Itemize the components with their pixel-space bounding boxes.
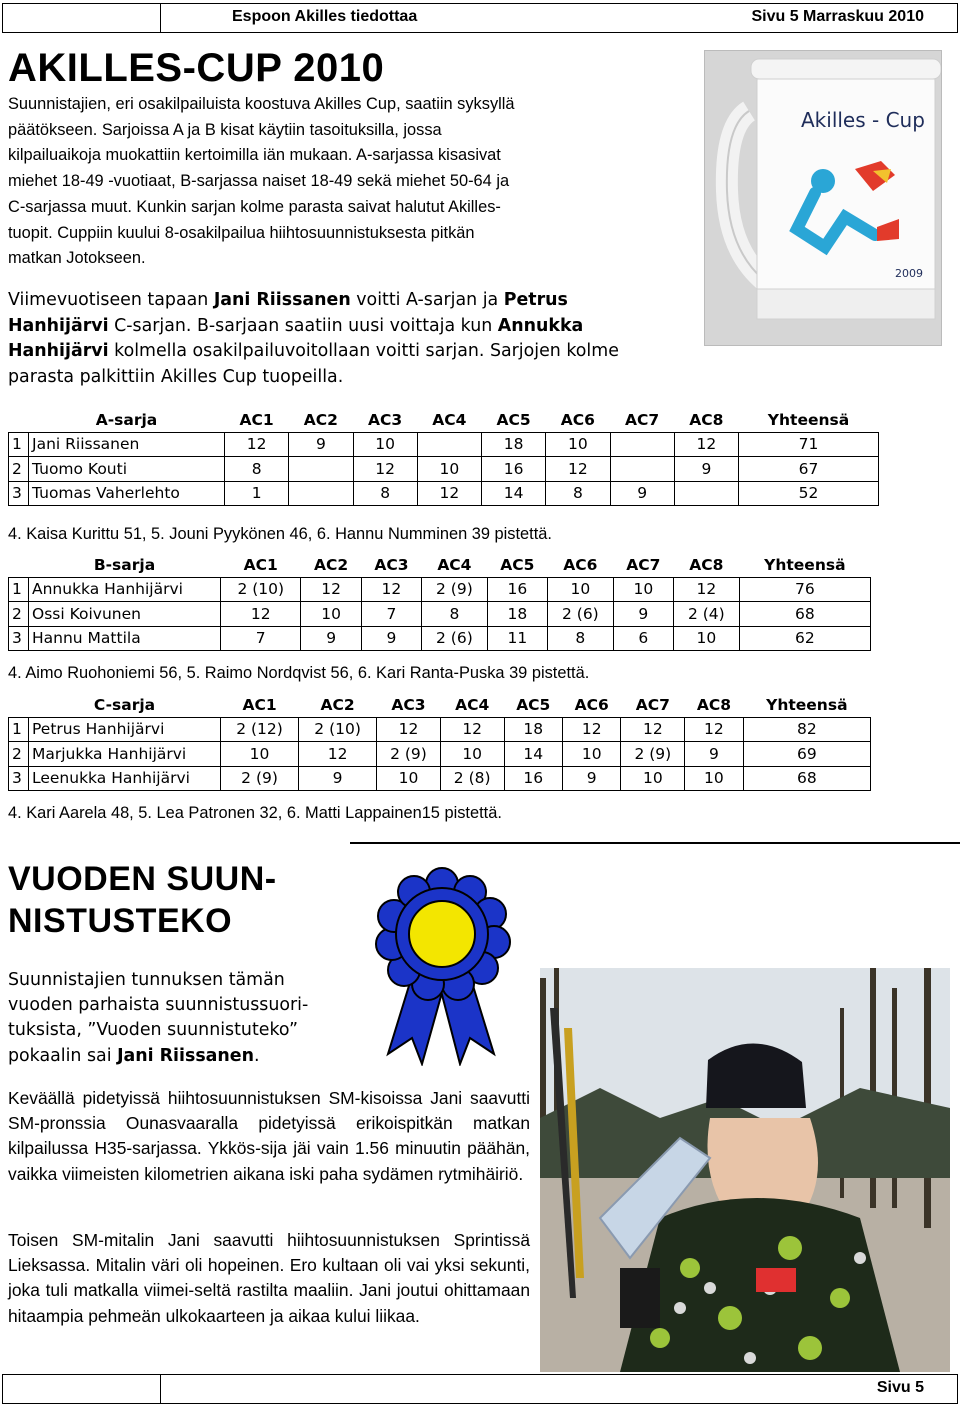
- score: 2 (10): [299, 717, 377, 742]
- score: 10: [440, 742, 504, 767]
- text: Suunnistajien tunnuksen tämän vuoden parhaista suunnistussuori-tuksista, ”Vuoden suunnistuteko” pokaalin sai: [8, 970, 309, 1066]
- section-divider: [350, 842, 960, 844]
- score: 12: [225, 432, 289, 457]
- intro-line: tuopit. Cuppiin kuului 8-osakilpailua hiihtosuunnistuksesta pitkän: [8, 223, 475, 242]
- intro-line: päätökseen. Sarjoissa A ja B kisat käytiin tasoituksilla, jossa: [8, 120, 442, 139]
- intro-line: kilpailuaikoja muokattiin kertoimilla iän mukaan. A-sarjassa kisasivat: [8, 146, 501, 165]
- score: 2 (9): [422, 577, 488, 602]
- mug-illustration: [705, 51, 942, 346]
- score: 8: [546, 481, 610, 506]
- score: 12: [673, 577, 739, 602]
- score: 2 (4): [673, 602, 739, 627]
- header-divider: [160, 3, 161, 33]
- col-total: Yhteensä: [766, 695, 848, 714]
- score: 8: [422, 602, 488, 627]
- score: 7: [221, 626, 301, 651]
- rank-header: [9, 408, 29, 432]
- table-row: [9, 602, 871, 627]
- series-name-header: A-sarja: [95, 410, 158, 429]
- text: C-sarjan. B-sarjaan saatiin uusi voittaja kun: [108, 315, 498, 336]
- col-ac4: AC4: [455, 695, 490, 714]
- score: 6: [613, 626, 673, 651]
- score: 2 (12): [221, 717, 299, 742]
- score: 12: [301, 577, 361, 602]
- score: 2 (8): [440, 766, 504, 791]
- teko-paragraph-3: Toisen SM-mitalin Jani saavutti hiihtosuunnistuksen Sprintissä Lieksassa. Mitalin väri oli hopeinen. Ero kultaan oli vai yksi sekunti, joka tuli matkalla viimei-seltä rastilta maaliin. Jani joutui ohittamaan hitaampia pehmeän ulkokaarteen ja aikaa kului liikaa.: [8, 1230, 530, 1326]
- score: 12: [563, 717, 621, 742]
- table-header-row: [9, 553, 871, 577]
- intro-line: C-sarjassa muut. Kunkin sarjan kolme parasta saivat halutut Akilles-: [8, 197, 501, 216]
- col-ac5: AC5: [516, 695, 551, 714]
- col-ac6: AC6: [574, 695, 609, 714]
- teko-paragraph-1: [8, 968, 328, 1069]
- score: 1: [225, 481, 289, 506]
- col-ac4: AC4: [437, 555, 472, 574]
- table-row: [9, 457, 879, 482]
- score: 14: [504, 742, 562, 767]
- cup-winners-paragraph: [8, 288, 698, 390]
- score: 12: [621, 717, 685, 742]
- teko-paragraph-2: Keväällä pidetyissä hiihtosuunnistuksen SM-kisoissa Jani saavutti SM-pronssia Ounasvaaralla pidetyissä erikoispitkän matkan kilpailussa H35-sarjassa. Ykkös-sija jäi vain 1.56 minuutin päähän, vaikka viimeisten kilometrien aikana iski paha sydämen rytmihäiriö.: [8, 1088, 530, 1184]
- athlete-name: Petrus Hanhijärvi: [29, 717, 221, 742]
- winner-c-name-first: Petrus: [503, 290, 568, 310]
- score: 10: [417, 457, 481, 482]
- score: 10: [353, 432, 417, 457]
- score: 14: [482, 481, 546, 506]
- col-ac4: AC4: [432, 410, 467, 429]
- cup-title: AKILLES-CUP 2010: [8, 46, 385, 90]
- table-header-row: [9, 693, 871, 717]
- text: voitti A-sarjan ja: [350, 290, 504, 310]
- score: 18: [487, 602, 547, 627]
- score: 12: [221, 602, 301, 627]
- score: [674, 481, 738, 506]
- score: 18: [504, 717, 562, 742]
- total: 52: [739, 481, 879, 506]
- score: 2 (9): [221, 766, 299, 791]
- score: 11: [487, 626, 547, 651]
- score: 10: [546, 432, 610, 457]
- col-ac8: AC8: [696, 695, 731, 714]
- athlete-name: Jani Riissanen: [29, 432, 225, 457]
- table-row: [9, 432, 879, 457]
- col-ac6: AC6: [563, 555, 598, 574]
- table-row: [9, 766, 871, 791]
- athlete-name: Leenukka Hanhijärvi: [29, 766, 221, 791]
- results-table-a: [8, 408, 879, 506]
- score: 10: [548, 577, 614, 602]
- score: 2 (6): [548, 602, 614, 627]
- ribbon-award-icon: [358, 858, 526, 1066]
- col-ac6: AC6: [560, 410, 595, 429]
- score: 12: [440, 717, 504, 742]
- total: 76: [739, 577, 870, 602]
- athlete-name: Tuomas Vaherlehto: [29, 481, 225, 506]
- score: 2 (10): [221, 577, 301, 602]
- results-table-b: [8, 553, 871, 651]
- score: 10: [621, 766, 685, 791]
- col-ac8: AC8: [689, 555, 724, 574]
- athlete-photo-illustration: [540, 968, 950, 1372]
- score: 10: [221, 742, 299, 767]
- rank: 1: [9, 717, 29, 742]
- score: 9: [361, 626, 421, 651]
- score: 9: [610, 481, 674, 506]
- score: 12: [417, 481, 481, 506]
- col-ac7: AC7: [625, 410, 660, 429]
- score: 18: [482, 432, 546, 457]
- total: 71: [739, 432, 879, 457]
- a-series-others: 4. Kaisa Kurittu 51, 5. Jouni Pyykönen 46, 6. Hannu Numminen 39 pistettä.: [8, 525, 552, 543]
- score: 12: [299, 742, 377, 767]
- page-date: Sivu 5 Marraskuu 2010: [751, 8, 924, 25]
- text: kolmella osakilpailuvoitollaan voitti sarjan. Sarjojen kolme: [108, 341, 619, 362]
- score: 12: [361, 577, 421, 602]
- col-ac2: AC2: [303, 410, 338, 429]
- rank: 1: [9, 432, 29, 457]
- winner-b-name-first: Annukka: [497, 315, 584, 336]
- col-ac3: AC3: [368, 410, 403, 429]
- total: 82: [743, 717, 870, 742]
- col-ac3: AC3: [374, 555, 409, 574]
- b-series-others: 4. Aimo Ruohoniemi 56, 5. Raimo Nordqvist 56, 6. Kari Ranta-Puska 39 pistettä.: [8, 664, 590, 682]
- total: 67: [739, 457, 879, 482]
- score: 10: [563, 742, 621, 767]
- col-ac2: AC2: [320, 695, 355, 714]
- col-ac3: AC3: [391, 695, 426, 714]
- score: 8: [548, 626, 614, 651]
- rank: 2: [9, 602, 29, 627]
- rank: 2: [9, 742, 29, 767]
- total: 62: [739, 626, 870, 651]
- rank: 2: [9, 457, 29, 482]
- c-series-others: 4. Kari Aarela 48, 5. Lea Patronen 32, 6. Matti Lappainen15 pistettä.: [8, 804, 502, 822]
- score: 9: [289, 432, 353, 457]
- rank: 3: [9, 766, 29, 791]
- score: 8: [225, 457, 289, 482]
- score: 9: [674, 457, 738, 482]
- text: .: [253, 1045, 260, 1066]
- col-ac1: AC1: [243, 555, 278, 574]
- rank-header: [9, 693, 29, 717]
- score: 16: [487, 577, 547, 602]
- score: 10: [377, 766, 441, 791]
- score: [289, 457, 353, 482]
- series-name-header: C-sarja: [93, 695, 156, 714]
- winner-a-name: Jani Riissanen: [213, 290, 351, 310]
- mug-label: Akilles - Cup: [801, 108, 925, 132]
- score: 10: [301, 602, 361, 627]
- award-winner-name: Jani Riissanen: [117, 1045, 254, 1066]
- winner-c-name-last: Hanhijärvi: [8, 315, 109, 336]
- cup-intro: [8, 92, 702, 272]
- score: 12: [674, 432, 738, 457]
- text: parasta palkittiin Akilles Cup tuopeilla.: [8, 366, 344, 387]
- score: 10: [673, 626, 739, 651]
- mug-year: 2009: [895, 267, 923, 280]
- score: [610, 432, 674, 457]
- results-table-c: [8, 693, 871, 791]
- score: 2 (9): [377, 742, 441, 767]
- score: 9: [301, 626, 361, 651]
- score: 8: [353, 481, 417, 506]
- score: [417, 432, 481, 457]
- page-number: Sivu 5: [876, 1379, 924, 1396]
- athlete-name: Marjukka Hanhijärvi: [29, 742, 221, 767]
- col-ac2: AC2: [314, 555, 349, 574]
- total: 68: [743, 766, 870, 791]
- athlete-name: Annukka Hanhijärvi: [29, 577, 221, 602]
- col-total: Yhteensä: [767, 410, 850, 429]
- col-ac8: AC8: [689, 410, 724, 429]
- score: 7: [361, 602, 421, 627]
- score: 9: [563, 766, 621, 791]
- total: 69: [743, 742, 870, 767]
- athlete-name: Tuomo Kouti: [29, 457, 225, 482]
- col-ac7: AC7: [626, 555, 661, 574]
- score: 12: [546, 457, 610, 482]
- teko-title-line: NISTUSTEKO: [8, 902, 233, 940]
- score: 12: [377, 717, 441, 742]
- score: 12: [685, 717, 743, 742]
- text: Viimevuotiseen tapaan: [8, 290, 214, 310]
- score: 16: [504, 766, 562, 791]
- table-row: [9, 742, 871, 767]
- score: 10: [685, 766, 743, 791]
- rank: 1: [9, 577, 29, 602]
- col-ac1: AC1: [242, 695, 277, 714]
- col-total: Yhteensä: [764, 555, 846, 574]
- score: [289, 481, 353, 506]
- athlete-photo: [540, 968, 950, 1372]
- score: 2 (6): [422, 626, 488, 651]
- athlete-name: Hannu Mattila: [29, 626, 221, 651]
- rank-header: [9, 553, 29, 577]
- table-row: [9, 626, 871, 651]
- total: 68: [739, 602, 870, 627]
- teko-title: [8, 858, 277, 942]
- teko-title-line: VUODEN SUUN-: [8, 860, 277, 898]
- score: 12: [353, 457, 417, 482]
- table-row: [9, 481, 879, 506]
- score: 2 (9): [621, 742, 685, 767]
- series-name-header: B-sarja: [93, 555, 156, 574]
- col-ac5: AC5: [496, 410, 531, 429]
- table-row: [9, 577, 871, 602]
- score: 9: [613, 602, 673, 627]
- publication-name: Espoon Akilles tiedottaa: [232, 8, 418, 25]
- col-ac1: AC1: [239, 410, 274, 429]
- score: 16: [482, 457, 546, 482]
- table-header-row: [9, 408, 879, 432]
- rank: 3: [9, 626, 29, 651]
- intro-line: Suunnistajien, eri osakilpailuista koostuva Akilles Cup, saatiin syksyllä: [8, 95, 515, 113]
- footer-divider: [160, 1374, 161, 1404]
- table-row: [9, 717, 871, 742]
- athlete-name: Ossi Koivunen: [29, 602, 221, 627]
- akilles-cup-mug-photo: [704, 50, 942, 346]
- intro-line: miehet 18-49 -vuotiaat, B-sarjassa naiset 18-49 sekä miehet 50-64 ja: [8, 172, 510, 191]
- score: [610, 457, 674, 482]
- winner-b-name-last: Hanhijärvi: [8, 341, 109, 362]
- rank: 3: [9, 481, 29, 506]
- score: 9: [685, 742, 743, 767]
- intro-line: matkan Jotokseen.: [8, 249, 146, 268]
- col-ac7: AC7: [635, 695, 670, 714]
- score: 10: [613, 577, 673, 602]
- col-ac5: AC5: [500, 555, 535, 574]
- page-footer: [2, 1374, 958, 1404]
- score: 9: [299, 766, 377, 791]
